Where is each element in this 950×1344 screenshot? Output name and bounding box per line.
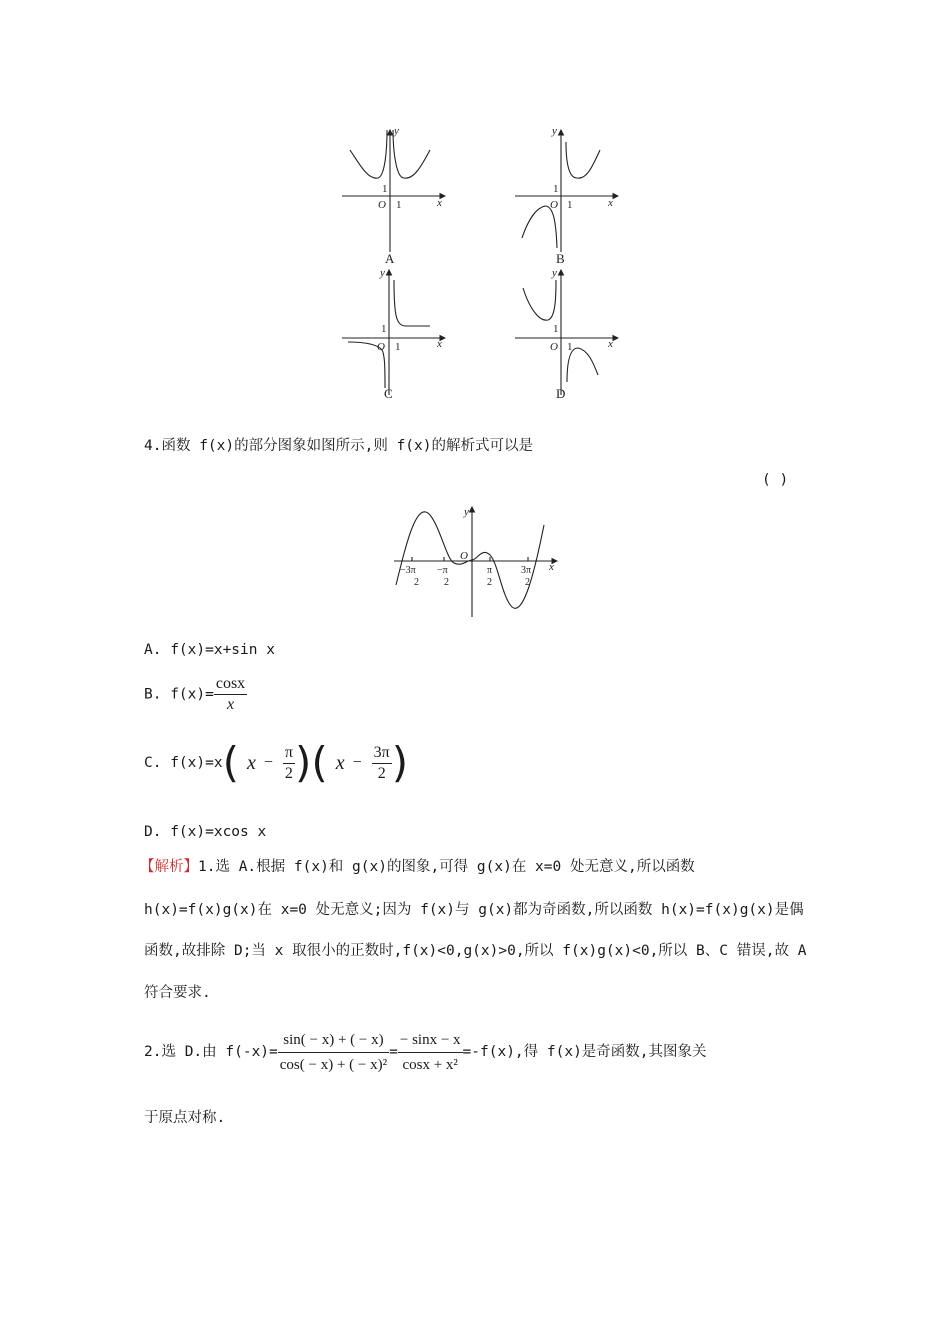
- graph-c: [342, 270, 445, 395]
- question-stem: 4.函数 f(x)的部分图象如图所示,则 f(x)的解析式可以是: [144, 438, 533, 454]
- curve: [396, 512, 544, 608]
- graph-b-one-y: 1: [553, 183, 559, 195]
- graph-c-origin: O: [377, 341, 385, 353]
- option-c: C. f(x)=x( x − $\frac{\pi}{2}$ )( x − $\frac{3\pi}{2}$ ): [144, 738, 409, 787]
- analysis-tag: 【解析】: [140, 859, 198, 875]
- graph-a: [342, 130, 445, 252]
- graph-c-one-x: 1: [395, 341, 401, 353]
- fig-tick-pi2: π: [487, 565, 493, 576]
- fraction-1: $\frac{\sin( - x) + ( - x)}{\text{cos( − x) + ( − x)²}}$: [278, 1028, 389, 1077]
- graph-a-x: x: [437, 197, 442, 209]
- graph-b: [515, 130, 618, 252]
- graph-c-label: C: [384, 386, 393, 401]
- graph-a-label: A: [385, 251, 395, 266]
- answer-blank: ( ): [762, 472, 789, 488]
- analysis-line-1: 【解析】1.选 A.根据 f(x)和 g(x)的图象,可得 g(x)在 x=0 处无意义,所以函数: [140, 859, 695, 875]
- fig-tick-neg3pi2: −3π: [400, 565, 416, 576]
- graph-a-origin: O: [378, 199, 386, 211]
- graph-c-y: y: [380, 267, 385, 279]
- fig-y-label: y: [464, 506, 469, 518]
- analysis-line-2: h(x)=f(x)g(x)在 x=0 处无意义;因为 f(x)与 g(x)都为奇函数,所以函数 h(x)=f(x)g(x)是偶: [144, 902, 804, 918]
- analysis-line-3: 函数,故排除 D;当 x 取很小的正数时,f(x)<0,g(x)>0,所以 f(x)g(x)<0,所以 B、C 错误,故 A: [144, 943, 807, 959]
- graph-b-y: y: [552, 125, 557, 137]
- graph-a-one-x: 1: [396, 199, 402, 211]
- option-a: A. f(x)=x+sin x: [144, 642, 275, 658]
- svg-text:2: 2: [487, 577, 492, 588]
- graph-d-one-x: 1: [567, 341, 573, 353]
- fig-x-label: x: [549, 561, 554, 573]
- graph-c-x: x: [437, 338, 442, 350]
- option-b-fraction: $\frac{\cos x}{x}$: [215, 675, 246, 713]
- option-d: D. f(x)=xcos x: [144, 824, 267, 840]
- graph-d-label: D: [556, 386, 566, 401]
- graph-d-origin: O: [550, 341, 558, 353]
- svg-text:2: 2: [414, 577, 419, 588]
- fraction-2: $\frac{- \sin x - x}{\text{cosx + x²}}$: [398, 1028, 463, 1077]
- fig-tick-negpi2: −π: [437, 565, 448, 576]
- analysis-line-6: 于原点对称.: [144, 1110, 226, 1126]
- option-b: B. f(x)= $\frac{\cos x}{x}$: [144, 675, 246, 713]
- graph-a-y: y: [394, 125, 399, 137]
- fig-tick-3pi2: 3π: [521, 565, 532, 576]
- graph-d-one-y: 1: [553, 323, 559, 335]
- fig-origin: O: [460, 550, 468, 562]
- analysis-line-4: 符合要求.: [144, 985, 211, 1001]
- graph-a-one-y: 1: [382, 183, 388, 195]
- graph-c-one-y: 1: [381, 323, 387, 335]
- svg-text:2: 2: [525, 577, 530, 588]
- graph-d-y: y: [552, 267, 557, 279]
- graph-d-x: x: [608, 338, 613, 350]
- graph-b-x: x: [608, 197, 613, 209]
- svg-text:2: 2: [444, 577, 449, 588]
- option-graphs: [330, 120, 630, 410]
- graph-b-origin: O: [550, 199, 558, 211]
- analysis-line-5: 2.选 D.由 f(-x)= $\frac{\sin( - x) + ( - x)}{\text{cos( − x) + ( − x)²}}$ = $\frac{- \sin x - x}{\text{cosx + x²}}$ =-f(x),得 f(x)是奇函数,其图象关: [144, 1024, 707, 1080]
- question-figure: [392, 505, 562, 620]
- graph-d: [515, 270, 618, 395]
- graph-b-one-x: 1: [567, 199, 573, 211]
- graph-b-label: B: [556, 251, 565, 266]
